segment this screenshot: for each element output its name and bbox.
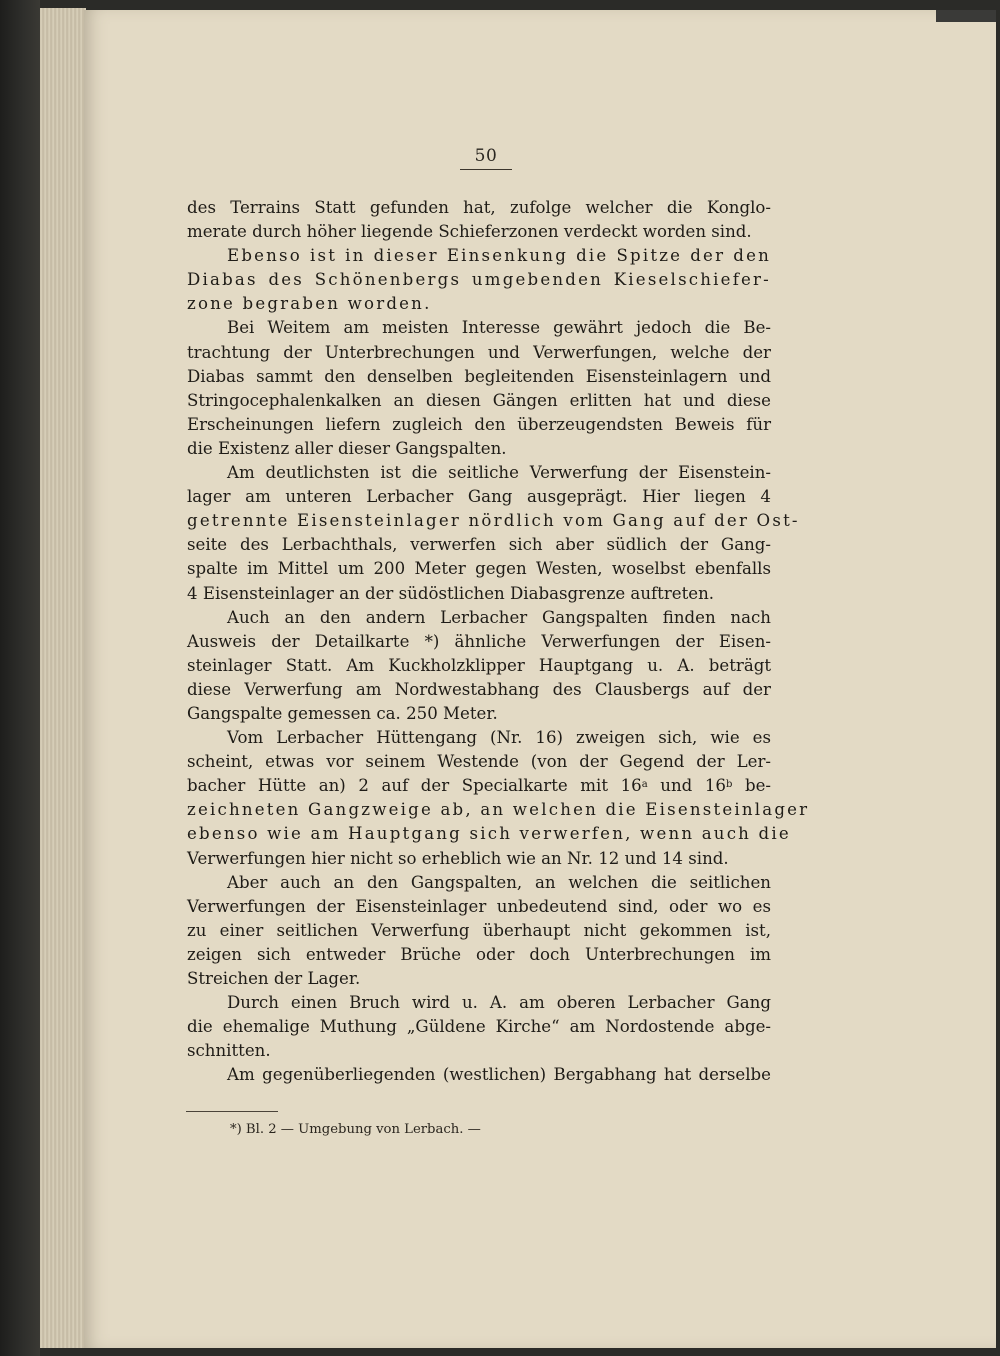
text-line: lager am unteren Lerbacher Gang ausgeprägt. Hier liegen 4 [187, 487, 771, 507]
text-line: 4 Eisensteinlager an der südöstlichen Diabasgrenze auftreten. [187, 583, 715, 603]
text-line: steinlager Statt. Am Kuckholzklipper Hauptgang u. A. beträgt [187, 655, 771, 675]
book-binding [0, 0, 40, 1356]
text-line [187, 774, 771, 798]
text-line: Durch einen Bruch wird u. A. am oberen Lerbacher Gang [227, 993, 771, 1013]
text-fragment: und 16 [647, 776, 726, 796]
text-line: die ehemalige Muthung „Güldene Kirche“ am Nordostende abge- [187, 1017, 771, 1037]
text-line: schnitten. [187, 1041, 271, 1061]
text-line: zu einer seitlichen Verwerfung überhaupt nicht gekommen ist, [187, 920, 771, 940]
text-line: Vom Lerbacher Hüttengang (Nr. 16) zweigen sich, wie es [227, 728, 771, 748]
text-line: scheint, etwas vor seinem Westende (von der Gegend der Ler- [187, 752, 771, 772]
text-line: seite des Lerbachthals, verwerfen sich aber südlich der Gang- [187, 535, 771, 555]
superscript: b [725, 779, 733, 791]
footnote-divider [186, 1111, 278, 1112]
text-line: Gangspalte gemessen ca. 250 Meter. [187, 703, 498, 723]
text-line: Verwerfungen der Eisensteinlager unbedeutend sind, oder wo es [187, 896, 771, 916]
text-line: Diabas des Schönenbergs umgebenden Kieselschiefer- [187, 270, 771, 290]
text-fragment: bacher Hütte an) 2 auf der Specialkarte mit 16 [187, 776, 642, 796]
text-line: Auch an den andern Lerbacher Gangspalten finden nach [227, 607, 771, 627]
text-line: Ausweis der Detailkarte *) ähnliche Verwerfungen der Eisen- [187, 631, 771, 651]
text-line: spalte im Mittel um 200 Meter gegen Westen, woselbst ebenfalls [187, 559, 771, 579]
text-line: Streichen der Lager. [187, 969, 361, 988]
text-line: Bei Weitem am meisten Interesse gewährt jedoch die Be- [227, 318, 771, 338]
text-line: des Terrains Statt gefunden hat, zufolge welcher die Konglo- [187, 198, 771, 217]
text-line: die Existenz aller dieser Gangspalten. [187, 438, 507, 458]
page-edges [40, 8, 86, 1348]
text-fragment: be- [732, 776, 772, 796]
text-line: Aber auch an den Gangspalten, an welchen die seitlichen [227, 872, 771, 892]
superscript: a [641, 779, 648, 791]
text-line: Stringocephalenkalken an diesen Gängen erlitten hat und diese [187, 390, 771, 410]
page-corner-shadow [936, 10, 996, 22]
text-line: zone begraben worden. [187, 294, 432, 314]
text-line: Ebenso ist in dieser Einsenkung die Spitze der den [227, 246, 771, 266]
text-line: merate durch höher liegende Schieferzonen verdeckt worden sind. [187, 222, 752, 242]
body-text [187, 196, 810, 1087]
text-line: diese Verwerfung am Nordwestabhang des Clausbergs auf der [187, 679, 771, 699]
text-line: Diabas sammt den denselben begleitenden Eisensteinlagern und [187, 366, 771, 386]
text-line: Am gegenüberliegenden (westlichen) Bergabhang hat derselbe [227, 1065, 771, 1085]
text-line: ebenso wie am Hauptgang sich verwerfen, wenn auch die [187, 824, 791, 844]
text-line: trachtung der Unterbrechungen und Verwerfungen, welche der [187, 342, 771, 362]
text-line: Am deutlichsten ist die seitliche Verwerfung der Eisenstein- [227, 463, 771, 483]
page-number: 50 [460, 146, 512, 170]
text-line: zeigen sich entweder Brüche oder doch Unterbrechungen im [187, 944, 771, 964]
footnote: *) Bl. 2 — Umgebung von Lerbach. — [230, 1122, 481, 1137]
text-line: Erscheinungen liefern zugleich den überzeugendsten Beweis für [187, 414, 771, 434]
text-line: zeichneten Gangzweige ab, an welchen die Eisensteinlager [187, 800, 810, 820]
text-line: Verwerfungen hier nicht so erheblich wie an Nr. 12 und 14 sind. [187, 848, 729, 868]
text-line: getrennte Eisensteinlager nördlich vom Gang auf der Ost- [187, 511, 800, 531]
